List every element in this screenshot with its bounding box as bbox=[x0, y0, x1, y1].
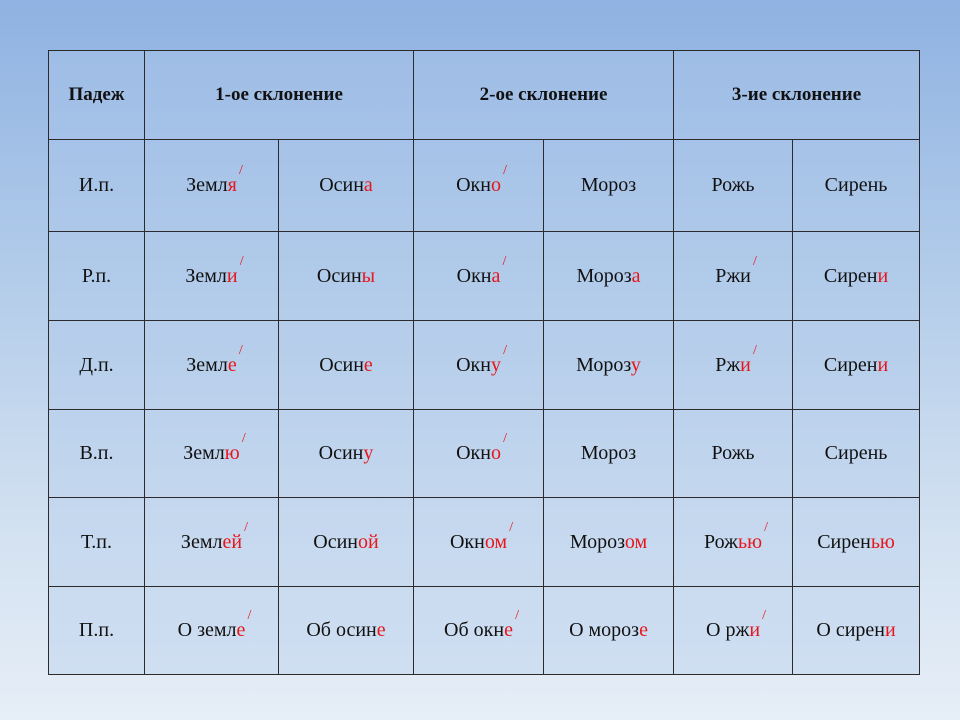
word-form bbox=[185, 253, 244, 288]
word-stem: Мороз bbox=[580, 174, 637, 196]
case-label: И.п. bbox=[49, 140, 145, 232]
word-cell bbox=[544, 587, 674, 675]
stress-mark: / bbox=[503, 342, 507, 358]
word-form bbox=[576, 265, 640, 288]
case-label: Р.п. bbox=[49, 232, 145, 321]
word-cell bbox=[674, 587, 793, 675]
stress-mark: / bbox=[247, 608, 252, 623]
word-stem: Сирен bbox=[817, 530, 871, 553]
word-cell bbox=[414, 587, 544, 675]
header-row bbox=[49, 51, 920, 140]
word-cell bbox=[414, 140, 544, 232]
word-cell bbox=[145, 140, 279, 232]
stress-mark: / bbox=[244, 519, 249, 535]
word-form bbox=[711, 442, 754, 465]
word-form bbox=[576, 354, 641, 377]
word-stem: Окн bbox=[456, 264, 492, 287]
table-row bbox=[49, 321, 920, 410]
word-stem: Мороз bbox=[580, 442, 637, 464]
table-row bbox=[49, 587, 920, 675]
word-form bbox=[715, 342, 757, 377]
header-declension-2: 2-ое склонение bbox=[414, 51, 674, 140]
word-cell bbox=[793, 321, 920, 410]
word-ending: ы bbox=[361, 264, 376, 287]
case-label: Д.п. bbox=[49, 321, 145, 410]
word-cell bbox=[145, 232, 279, 321]
header-case: Падеж bbox=[49, 51, 145, 140]
table-row bbox=[49, 498, 920, 587]
word-stem: Земл bbox=[185, 264, 227, 287]
word-cell bbox=[145, 498, 279, 587]
word-ending: а bbox=[363, 174, 373, 196]
word-ending: и bbox=[884, 619, 896, 641]
word-cell bbox=[544, 410, 674, 498]
word-ending: е bbox=[236, 619, 246, 641]
word-cell bbox=[674, 498, 793, 587]
word-cell bbox=[279, 140, 414, 232]
stress-mark: / bbox=[764, 519, 769, 535]
stress-mark: / bbox=[515, 608, 519, 623]
stress-mark: / bbox=[503, 163, 507, 178]
table-body bbox=[49, 140, 920, 675]
word-stem: Мороз bbox=[576, 353, 631, 376]
word-stem: Окн bbox=[456, 174, 491, 196]
word-cell bbox=[414, 321, 544, 410]
word-form bbox=[581, 442, 636, 465]
word-form bbox=[456, 342, 507, 377]
stress-mark: / bbox=[509, 519, 514, 535]
word-ending: ом bbox=[624, 530, 648, 553]
word-form bbox=[177, 608, 252, 642]
word-form bbox=[706, 608, 767, 642]
stress-mark: / bbox=[752, 253, 757, 269]
word-cell bbox=[793, 232, 920, 321]
word-stem: Земл bbox=[180, 530, 223, 553]
word-cell bbox=[674, 140, 793, 232]
word-stem: Осин bbox=[319, 174, 364, 196]
case-label: П.п. bbox=[49, 587, 145, 675]
table-row bbox=[49, 140, 920, 232]
word-ending: у bbox=[490, 353, 501, 376]
word-cell bbox=[145, 321, 279, 410]
header-declension-1: 1-ое склонение bbox=[145, 51, 414, 140]
word-form bbox=[456, 253, 507, 288]
word-stem: Рож bbox=[704, 530, 738, 553]
declension-table bbox=[48, 50, 920, 675]
word-stem: Мороз bbox=[576, 264, 632, 287]
word-form bbox=[317, 265, 375, 288]
word-stem: Рожь bbox=[711, 442, 755, 464]
stress-mark: / bbox=[238, 342, 243, 358]
word-form bbox=[444, 608, 519, 642]
word-cell bbox=[414, 232, 544, 321]
word-stem: Осин bbox=[316, 264, 362, 287]
word-ending: у bbox=[363, 442, 374, 464]
word-stem: Сирен bbox=[823, 353, 878, 376]
word-form bbox=[186, 342, 243, 377]
word-cell bbox=[793, 410, 920, 498]
word-cell bbox=[793, 498, 920, 587]
word-stem: Окн bbox=[449, 530, 485, 553]
word-form bbox=[824, 265, 888, 288]
word-form bbox=[817, 531, 895, 554]
word-cell bbox=[544, 140, 674, 232]
word-stem: Осин bbox=[319, 353, 364, 376]
word-cell bbox=[674, 232, 793, 321]
word-stem: Окн bbox=[456, 442, 491, 464]
word-stem: О земл bbox=[177, 619, 237, 641]
case-label: Т.п. bbox=[49, 498, 145, 587]
word-form bbox=[319, 354, 373, 377]
word-form bbox=[180, 519, 249, 554]
word-ending: я bbox=[227, 174, 237, 196]
word-cell bbox=[145, 587, 279, 675]
word-form bbox=[816, 619, 895, 642]
stress-mark: / bbox=[238, 163, 243, 178]
word-cell bbox=[279, 587, 414, 675]
word-stem: Мороз bbox=[569, 530, 625, 553]
stress-mark: / bbox=[502, 253, 507, 269]
word-ending: ом bbox=[484, 530, 508, 553]
word-ending: е bbox=[363, 353, 373, 376]
word-form bbox=[704, 519, 769, 554]
word-ending: о bbox=[490, 442, 501, 464]
word-ending: а bbox=[491, 264, 501, 287]
word-ending: ю bbox=[224, 442, 240, 464]
word-form bbox=[715, 253, 757, 288]
word-ending: е bbox=[376, 619, 386, 641]
word-cell bbox=[279, 232, 414, 321]
case-label: В.п. bbox=[49, 410, 145, 498]
word-cell bbox=[279, 498, 414, 587]
word-form bbox=[570, 531, 647, 554]
word-form bbox=[581, 174, 636, 197]
word-form bbox=[825, 174, 888, 197]
stress-mark: / bbox=[241, 431, 246, 446]
header-declension-3: 3-ие склонение bbox=[674, 51, 920, 140]
word-ending: ой bbox=[358, 530, 379, 553]
word-stem: О сирен bbox=[816, 619, 885, 641]
word-ending: о bbox=[490, 174, 501, 196]
word-cell bbox=[414, 410, 544, 498]
word-cell bbox=[674, 410, 793, 498]
word-stem: Ржи bbox=[715, 264, 751, 287]
word-form bbox=[319, 174, 373, 197]
word-cell bbox=[544, 232, 674, 321]
word-stem: Об осин bbox=[306, 619, 377, 641]
word-stem: Земл bbox=[186, 353, 228, 376]
stress-mark: / bbox=[752, 342, 757, 358]
word-stem: О мороз bbox=[569, 619, 640, 641]
word-cell bbox=[544, 498, 674, 587]
word-cell bbox=[793, 587, 920, 675]
word-form bbox=[456, 431, 507, 465]
word-cell bbox=[793, 140, 920, 232]
word-stem: Рж bbox=[715, 353, 741, 376]
stress-mark: / bbox=[503, 431, 507, 446]
word-stem: Сирен bbox=[823, 264, 878, 287]
word-form bbox=[319, 442, 374, 465]
word-form bbox=[313, 531, 378, 554]
word-stem: Сирень bbox=[824, 442, 888, 464]
word-stem: О рж bbox=[706, 619, 750, 641]
word-cell bbox=[145, 410, 279, 498]
word-ending: е bbox=[504, 619, 513, 641]
word-ending: и bbox=[877, 264, 889, 287]
word-form bbox=[456, 163, 507, 197]
word-ending: у bbox=[630, 353, 641, 376]
word-ending: и bbox=[877, 353, 889, 376]
word-stem: Земл bbox=[183, 442, 225, 464]
word-ending: е bbox=[639, 619, 648, 641]
word-cell bbox=[544, 321, 674, 410]
table-row bbox=[49, 410, 920, 498]
word-ending: ей bbox=[222, 530, 243, 553]
stress-mark: / bbox=[239, 253, 244, 269]
word-cell bbox=[414, 498, 544, 587]
word-form bbox=[569, 619, 648, 642]
word-form bbox=[183, 431, 246, 465]
word-cell bbox=[279, 321, 414, 410]
word-ending: а bbox=[631, 264, 641, 287]
word-cell bbox=[674, 321, 793, 410]
word-ending: ью bbox=[737, 530, 763, 553]
word-stem: Рожь bbox=[711, 174, 755, 196]
word-ending: и bbox=[226, 264, 238, 287]
word-form bbox=[824, 354, 888, 377]
word-stem: Осин bbox=[313, 530, 359, 553]
stress-mark: / bbox=[762, 608, 767, 623]
word-form bbox=[449, 519, 514, 554]
word-stem: Земл bbox=[186, 174, 228, 196]
word-ending: ью bbox=[870, 530, 895, 553]
word-ending: и bbox=[740, 353, 751, 376]
word-cell bbox=[279, 410, 414, 498]
word-ending: е bbox=[227, 353, 237, 376]
word-stem: Сирень bbox=[824, 174, 888, 196]
word-form bbox=[186, 163, 243, 197]
table-row bbox=[49, 232, 920, 321]
word-stem: Осин bbox=[318, 442, 364, 464]
word-stem: Об окн bbox=[444, 619, 505, 641]
word-form bbox=[825, 442, 888, 465]
word-form bbox=[711, 174, 754, 197]
word-form bbox=[306, 619, 385, 642]
word-stem: Окн bbox=[456, 353, 491, 376]
word-ending: и bbox=[749, 619, 761, 641]
